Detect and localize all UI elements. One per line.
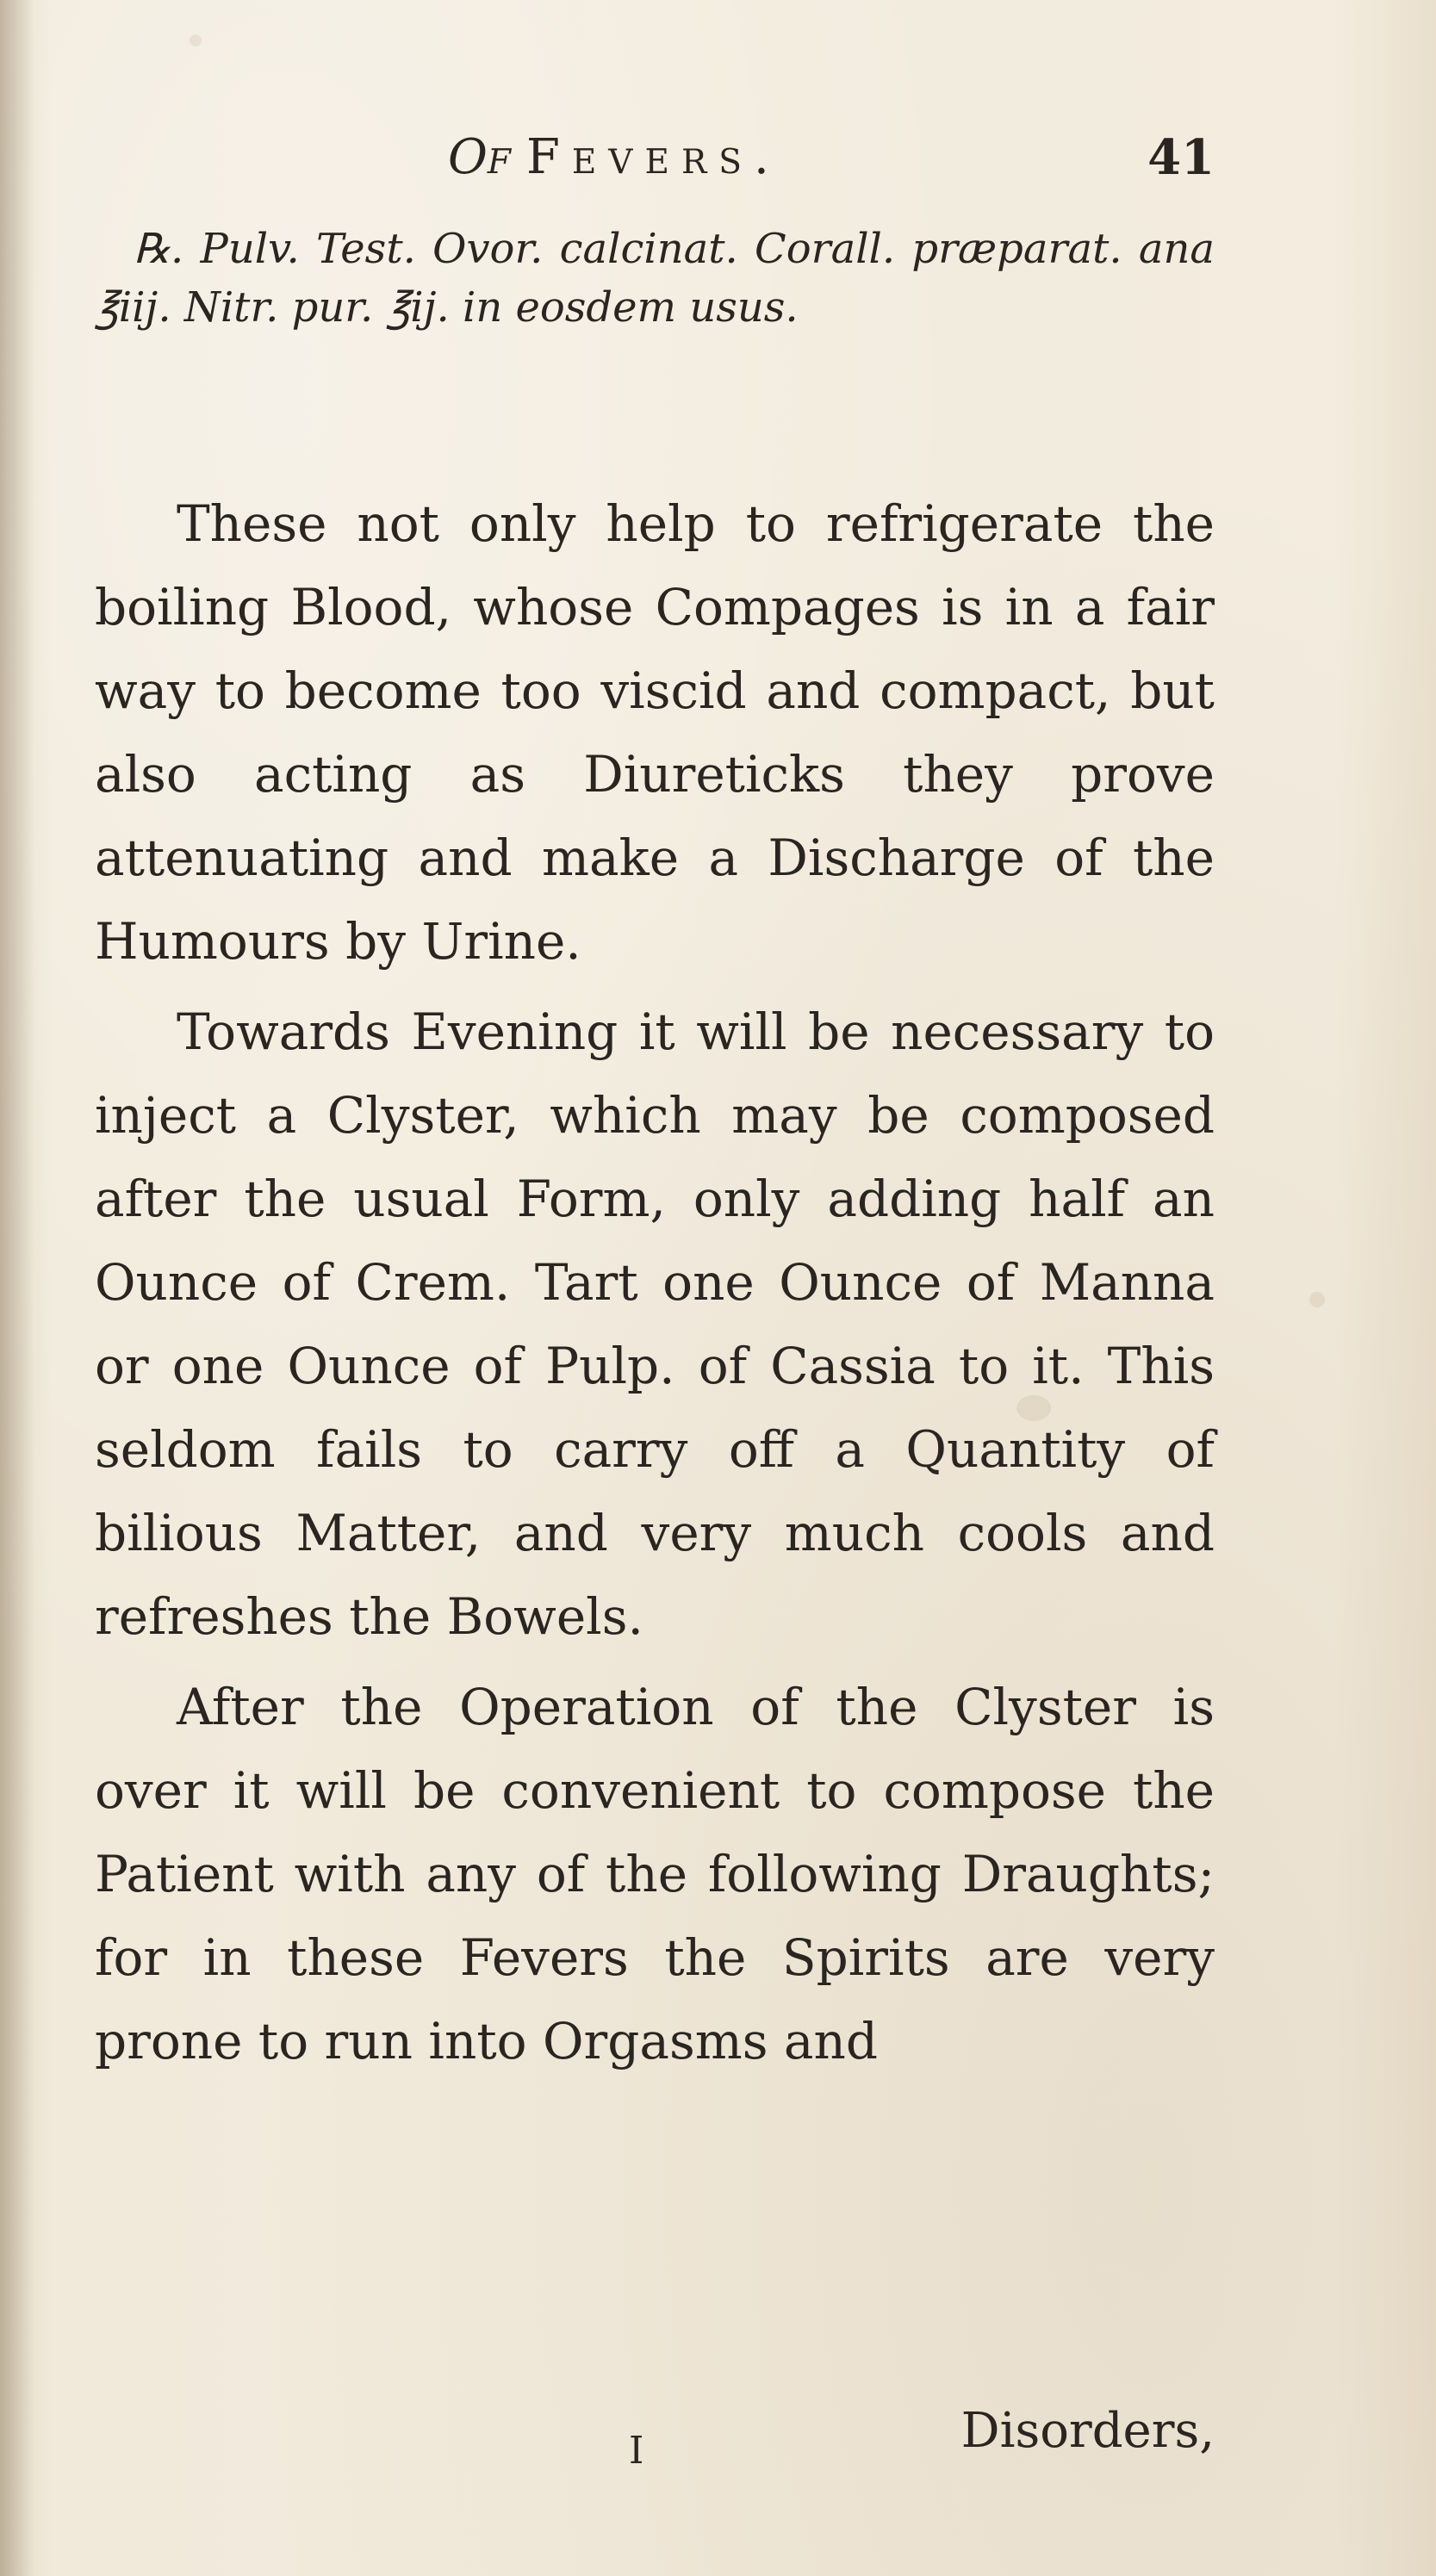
paper-stain xyxy=(190,34,202,47)
paragraph: These not only help to refrigerate the boiling Blood, whose Compages is in a fair way to become too viscid and compact, but also acting as Diureticks they prove attenuating and make a Discharge of the Humours by Urine. xyxy=(95,494,1215,971)
running-title-word: Fevers. xyxy=(525,129,781,185)
signature-mark: I xyxy=(629,2429,644,2473)
page-footer xyxy=(95,2403,1215,2498)
body-text xyxy=(95,482,1215,2083)
running-title-of: Of xyxy=(448,129,511,185)
paragraph: After the Operation of the Clyster is over it will be convenient to compose the Patient with any of the following Draughts; for in these Fevers the Spirits are very prone to run into Orgasms and xyxy=(95,1678,1215,2070)
gutter-shadow xyxy=(0,0,34,2576)
recipe-prescription: ℞. Pulv. Test. Ovor. calcinat. Corall. præparat. ana ℥iij. Nitr. pur. ℥ij. in eosdem usus. xyxy=(95,225,1215,332)
paragraph: Towards Evening it will be necessary to inject a Clyster, which may be composed after the usual Form, only adding half an Ounce of Crem. Tart one Ounce of Manna or one Ounce of Pulp. of Cassia to it. This seldom fails to carry off a Quantity of bilious Matter, and very much cools and refreshes the Bowels. xyxy=(95,1002,1215,1646)
catchword: Disorders, xyxy=(960,2403,1215,2459)
paper-stain xyxy=(1309,1292,1325,1307)
page-number: 41 xyxy=(1147,129,1215,186)
running-title xyxy=(448,129,781,185)
running-header xyxy=(431,129,1275,198)
